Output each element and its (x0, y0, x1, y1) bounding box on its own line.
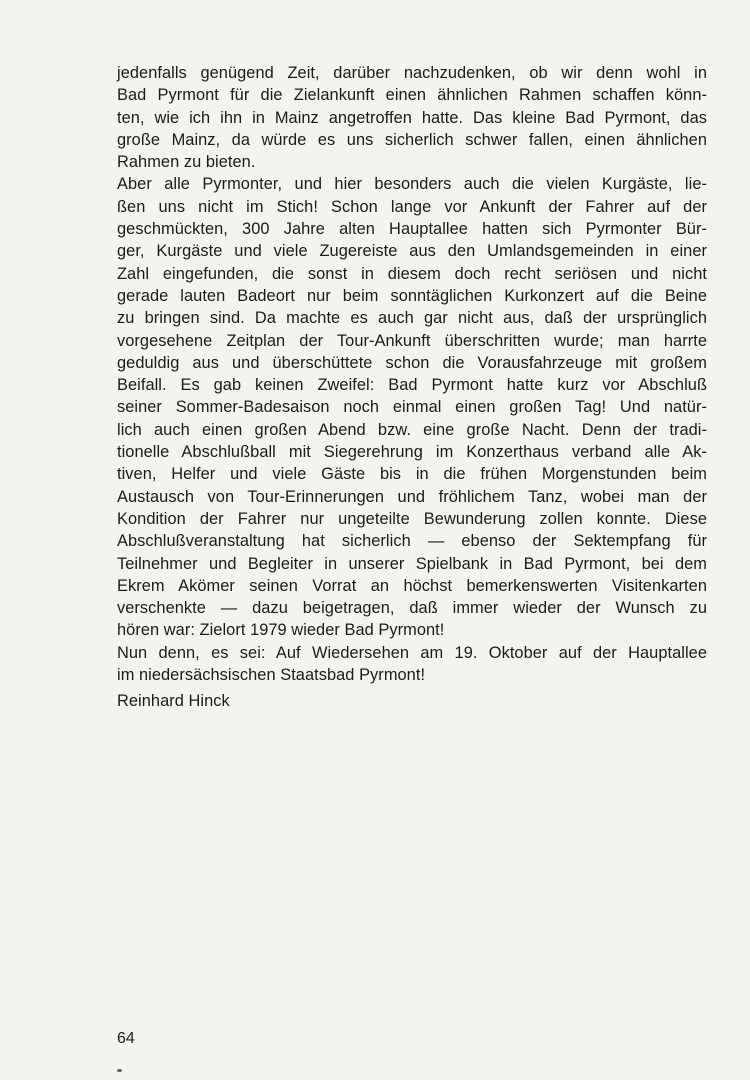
text-line: Abschlußveranstaltung hat sicherlich — ebenso der Sektempfang für (117, 532, 707, 551)
text-line: große Mainz, da würde es uns sicherlich schwer fallen, einen ähnlichen (117, 130, 707, 149)
text-line: vorgesehene Zeitplan der Tour-Ankunft überschritten wurde; man harrte (117, 331, 707, 350)
text-line: geschmückten, 300 Jahre alten Hauptallee hatten sich Pyrmonter Bür- (117, 220, 707, 239)
text-line: Teilnehmer und Begleiter in unserer Spielbank in Bad Pyrmont, bei dem (117, 554, 707, 573)
text-line: seiner Sommer-Badesaison noch einmal einen großen Tag! Und natür- (117, 398, 707, 417)
text-line: Rahmen zu bieten. (117, 153, 256, 172)
text-line: lich auch einen großen Abend bzw. eine große Nacht. Denn der tradi- (117, 420, 707, 439)
text-line: Kondition der Fahrer nur ungeteilte Bewunderung zollen konnte. Diese (117, 509, 707, 528)
text-line: tiven, Helfer und viele Gäste bis in die frühen Morgenstunden beim (117, 465, 707, 484)
text-line: geduldig aus und überschüttete schon die Vorausfahrzeuge mit großem (117, 353, 707, 372)
text-line: Zahl eingefunden, die sonst in diesem doch recht seriösen und nicht (117, 264, 707, 283)
text-line: ßen uns nicht im Stich! Schon lange vor Ankunft der Fahrer auf der (117, 197, 707, 216)
text-line: tionelle Abschlußball mit Siegerehrung im Konzerthaus verband alle Ak- (117, 443, 707, 462)
text-line: hören war: Zielort 1979 wieder Bad Pyrmont! (117, 621, 445, 640)
text-line: Austausch von Tour-Erinnerungen und fröhlichem Tanz, wobei man der (117, 487, 707, 506)
text-line: Nun denn, es sei: Auf Wiedersehen am 19. Oktober auf der Hauptallee (117, 643, 707, 662)
text-line: jedenfalls genügend Zeit, darüber nachzudenken, ob wir denn wohl in (117, 64, 707, 82)
print-speck-mark (117, 1069, 122, 1072)
author-signature: Reinhard Hinck (117, 692, 230, 711)
text-line: Beifall. Es gab keinen Zweifel: Bad Pyrmont hatte kurz vor Abschluß (117, 376, 707, 395)
text-line: Ekrem Akömer seinen Vorrat an höchst bemerkenswerten Visitenkarten (117, 576, 707, 595)
text-line: ger, Kurgäste und viele Zugereiste aus den Umlandsgemeinden in einer (117, 242, 707, 261)
text-line: im niedersächsischen Staatsbad Pyrmont! (117, 666, 426, 685)
page-number: 64 (117, 1030, 135, 1047)
text-line: gerade lauten Badeort nur beim sonntäglichen Kurkonzert auf die Beine (117, 286, 707, 305)
text-line: verschenkte — dazu beigetragen, daß immer wieder der Wunsch zu (117, 599, 707, 618)
text-line: Bad Pyrmont für die Zielankunft einen ähnlichen Rahmen schaffen könn- (117, 86, 707, 105)
text-line: Aber alle Pyrmonter, und hier besonders auch die vielen Kurgäste, lie- (117, 175, 707, 194)
text-line: ten, wie ich ihn in Mainz angetroffen hatte. Das kleine Bad Pyrmont, das (117, 108, 707, 127)
text-line: zu bringen sind. Da machte es auch gar nicht aus, daß der ursprünglich (117, 309, 707, 328)
body-text (117, 62, 707, 713)
